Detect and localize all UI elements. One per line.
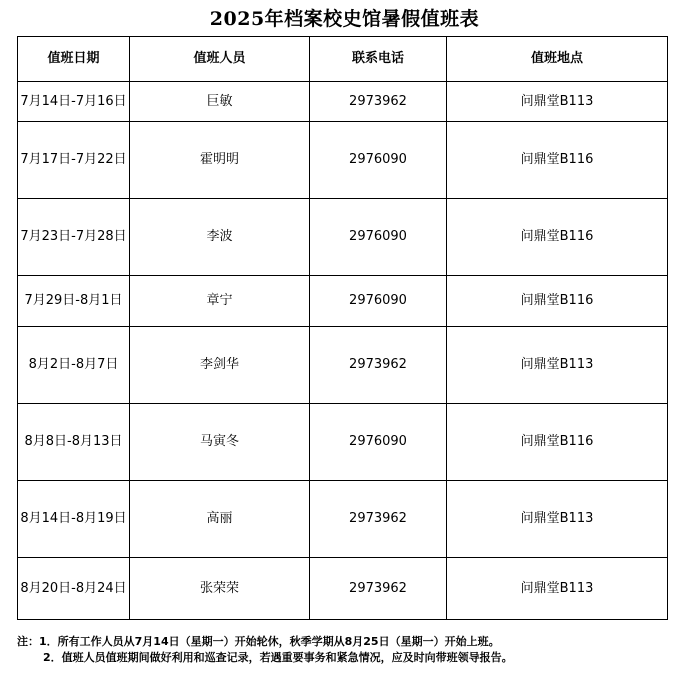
cell-date: 8月8日-8月13日	[18, 404, 130, 481]
cell-person: 霍明明	[130, 122, 310, 199]
cell-phone: 2976090	[310, 276, 447, 327]
note-line-2: 2．值班人员值班期间做好利用和巡查记录，若遇重要事务和紧急情况，应及时向带班领导报告。	[43, 651, 513, 664]
cell-date: 7月29日-8月1日	[18, 276, 130, 327]
page-title: 2025年档案校史馆暑假值班表	[209, 8, 480, 30]
cell-date: 8月20日-8月24日	[18, 558, 130, 620]
cell-place: 问鼎堂B116	[447, 199, 668, 276]
cell-person: 李波	[130, 199, 310, 276]
cell-date: 8月2日-8月7日	[18, 327, 130, 404]
table-row	[18, 199, 668, 276]
cell-date: 7月23日-7月28日	[18, 199, 130, 276]
cell-phone: 2976090	[310, 199, 447, 276]
cell-place: 问鼎堂B113	[447, 481, 668, 558]
table-header-row	[18, 37, 668, 82]
header-person: 值班人员	[130, 37, 310, 82]
table-row	[18, 558, 668, 620]
cell-phone: 2973962	[310, 82, 447, 122]
header-date: 值班日期	[18, 37, 130, 82]
cell-person: 张荣荣	[130, 558, 310, 620]
cell-person: 高丽	[130, 481, 310, 558]
cell-phone: 2973962	[310, 327, 447, 404]
table-row	[18, 276, 668, 327]
cell-place: 问鼎堂B116	[447, 276, 668, 327]
cell-person: 巨敏	[130, 82, 310, 122]
cell-place: 问鼎堂B113	[447, 82, 668, 122]
cell-person: 章宁	[130, 276, 310, 327]
duty-table	[17, 36, 668, 620]
table-row	[18, 404, 668, 481]
cell-date: 7月17日-7月22日	[18, 122, 130, 199]
header-phone: 联系电话	[310, 37, 447, 82]
table-row	[18, 122, 668, 199]
cell-place: 问鼎堂B113	[447, 558, 668, 620]
cell-date: 8月14日-8月19日	[18, 481, 130, 558]
table-row	[18, 82, 668, 122]
note-line-1: 注：1．所有工作人员从7月14日（星期一）开始轮休，秋季学期从8月25日（星期一）开始上班。	[17, 635, 500, 648]
cell-phone: 2976090	[310, 122, 447, 199]
notes	[17, 634, 677, 666]
table-row	[18, 327, 668, 404]
cell-person: 李剑华	[130, 327, 310, 404]
cell-person: 马寅冬	[130, 404, 310, 481]
cell-phone: 2973962	[310, 558, 447, 620]
table-row	[18, 481, 668, 558]
cell-place: 问鼎堂B113	[447, 327, 668, 404]
cell-place: 问鼎堂B116	[447, 404, 668, 481]
header-place: 值班地点	[447, 37, 668, 82]
cell-phone: 2973962	[310, 481, 447, 558]
cell-phone: 2976090	[310, 404, 447, 481]
cell-place: 问鼎堂B116	[447, 122, 668, 199]
cell-date: 7月14日-7月16日	[18, 82, 130, 122]
